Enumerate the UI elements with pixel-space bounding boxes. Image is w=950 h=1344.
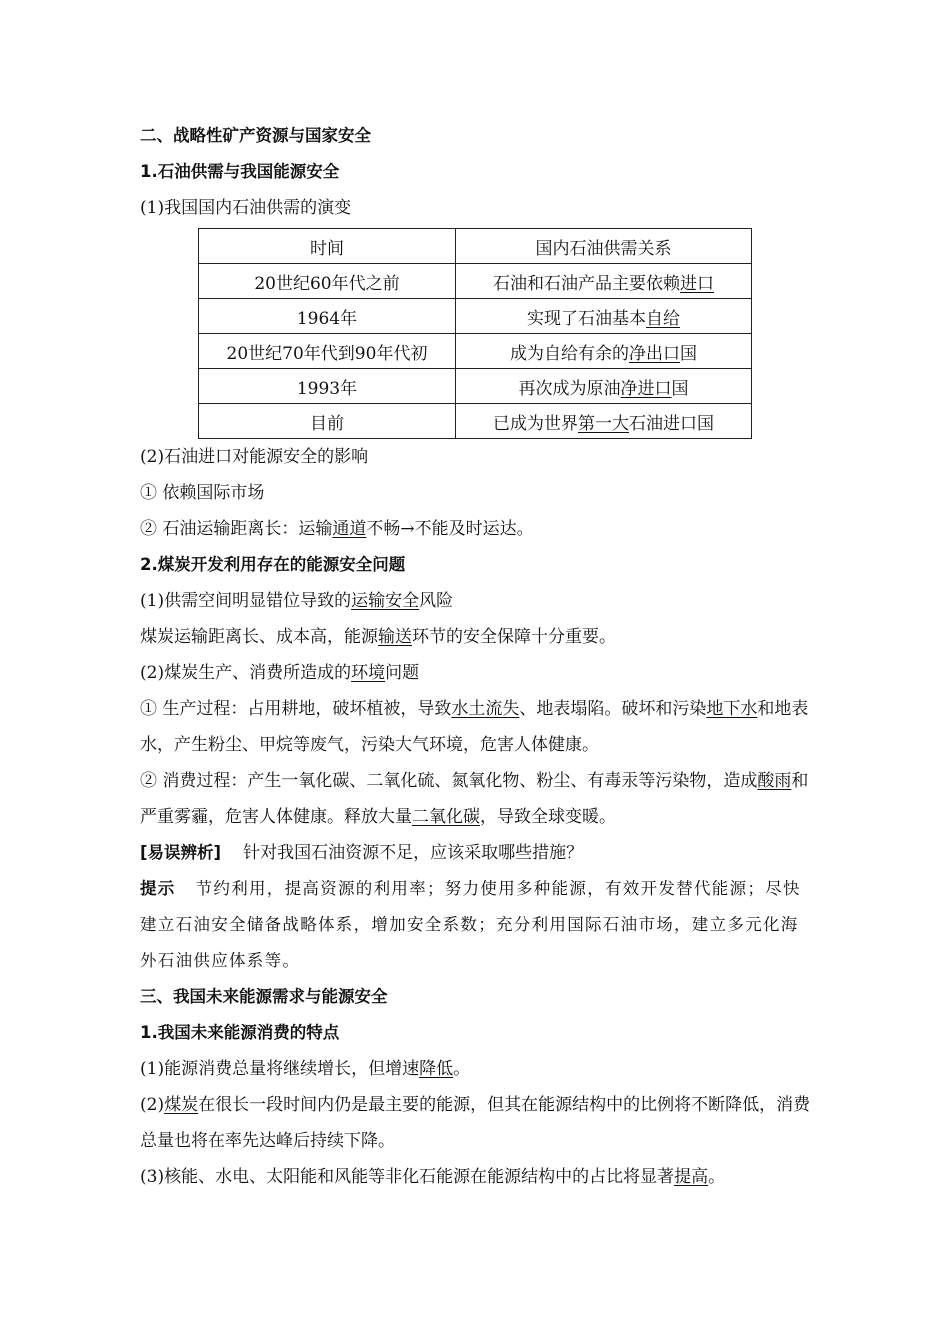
future-feature1 (140, 1051, 812, 1087)
table-row (199, 299, 752, 334)
table-cell-relation (456, 264, 752, 299)
text: 在很长一段时间内仍是最主要的能源，但其在能源结构中的比例将不断降低，消费总量也将在率先达峰后持续下降。 (140, 1095, 811, 1151)
text: 和地表水，产生粉尘、甲烷等废气，污染大气环境，危害人体健康。 (140, 699, 809, 755)
hint-text: 节约利用，提高资源的利用率；努力使用多种能源，有效开发替代能源；尽快建立石油安全储备战略体系，增加安全系数；充分利用国际石油市场，建立多元化海外石油供应体系等。 (140, 879, 801, 970)
section3-heading: 三、我国未来能源需求与能源安全 (140, 987, 388, 1006)
section2-subheading-oil: 1.石油供需与我国能源安全 (140, 162, 340, 181)
answer: 运输安全 (351, 591, 420, 611)
text: ① 生产过程：占用耕地，破坏植被，导致 (140, 699, 452, 719)
section2-subheading-coal: 2.煤炭开发利用存在的能源安全问题 (140, 555, 406, 574)
section3-subheading: 1.我国未来能源消费的特点 (140, 1023, 340, 1042)
section2-heading: 二、战略性矿产资源与国家安全 (140, 126, 371, 145)
hint-label: 提示 (140, 879, 176, 898)
text: (1)能源消费总量将继续增长，但增速 (140, 1059, 420, 1079)
oil-point1: ① 依赖国际市场 (140, 483, 265, 503)
table-cell-relation (456, 299, 752, 334)
text: ② 石油运输距离长：运输 (140, 519, 333, 539)
text: (1)供需空间明显错位导致的 (140, 591, 352, 611)
coal-item1 (140, 583, 812, 619)
text: 。 (453, 1059, 471, 1079)
document-page (140, 118, 812, 1195)
hint-paragraph (140, 871, 812, 979)
text: (2) (140, 1095, 165, 1115)
answer: 二氧化碳 (412, 807, 480, 827)
oil-point2 (140, 511, 812, 547)
answer: 酸雨 (757, 771, 792, 791)
coal-item2 (140, 655, 812, 691)
table-cell-relation (456, 369, 752, 404)
table-cell-time: 1964年 (199, 299, 456, 334)
cell-text-tail: 国 (680, 343, 697, 364)
oil-item2: (2)石油进口对能源安全的影响 (140, 447, 369, 467)
text: 、地表塌陷。破坏和污染 (519, 699, 707, 719)
text: 问题 (385, 663, 420, 683)
cell-text-tail: 国 (671, 378, 689, 399)
table-cell-relation (456, 334, 752, 369)
answer: 输送 (378, 627, 412, 647)
text: 风险 (419, 591, 454, 611)
coal-production-paragraph (140, 691, 812, 763)
text: 煤炭运输距离长、成本高，能源 (140, 627, 378, 647)
answer: 环境 (351, 663, 386, 683)
table-header-time: 时间 (199, 229, 456, 264)
text: 。 (708, 1167, 726, 1187)
table-row (199, 264, 752, 299)
mistake-question: 针对我国石油资源不足，应该采取哪些措施？ (243, 843, 584, 863)
cell-answer: 进口 (680, 273, 714, 294)
text: ，导致全球变暖。 (480, 807, 616, 827)
table-cell-time: 目前 (199, 404, 456, 439)
oil-item1: (1)我国国内石油供需的演变 (140, 198, 352, 218)
coal-consumption-paragraph (140, 763, 812, 835)
oil-supply-table (198, 228, 752, 439)
table-row (199, 369, 752, 404)
text: ② 消费过程：产生一氧化碳、二氧化硫、氮氧化物、粉尘、有毒汞等污染物，造成 (140, 771, 758, 791)
cell-text: 石油和石油产品主要依赖 (493, 273, 680, 294)
cell-answer: 净进口 (620, 378, 672, 399)
table-cell-time: 20世纪70年代到90年代初 (199, 334, 456, 369)
table-row (199, 334, 752, 369)
table-header-row (199, 229, 752, 264)
text: 和严重雾霾，危害人体健康。释放大量 (140, 771, 809, 827)
answer: 通道 (332, 519, 367, 539)
table-row (199, 404, 752, 439)
cell-text: 已成为世界 (493, 413, 578, 434)
future-feature2 (140, 1087, 812, 1159)
cell-text: 再次成为原油 (518, 378, 621, 399)
cell-answer: 净出口 (629, 343, 680, 364)
table-header-relation: 国内石油供需关系 (456, 229, 752, 264)
cell-answer: 自给 (646, 308, 680, 329)
cell-text-tail: 石油进口国 (629, 413, 714, 434)
cell-text: 成为自给有余的 (510, 343, 629, 364)
answer: 降低 (419, 1059, 454, 1079)
future-feature3 (140, 1159, 812, 1195)
table-cell-time: 20世纪60年代之前 (199, 264, 456, 299)
mistake-analysis (140, 835, 812, 871)
text: (2)煤炭生产、消费所造成的 (140, 663, 352, 683)
mistake-label: [易误辨析] (140, 843, 222, 862)
cell-text: 实现了石油基本 (527, 308, 646, 329)
answer: 提高 (674, 1167, 709, 1187)
answer: 地下水 (706, 699, 758, 719)
cell-answer: 第一大 (578, 413, 629, 434)
answer: 水土流失 (451, 699, 520, 719)
text: 不畅→不能及时运达。 (366, 519, 534, 539)
table-cell-relation (456, 404, 752, 439)
table-cell-time: 1993年 (199, 369, 456, 404)
coal-item1-desc (140, 619, 812, 655)
answer: 煤炭 (164, 1095, 199, 1115)
text: (3)核能、水电、太阳能和风能等非化石能源在能源结构中的占比将显著 (140, 1167, 675, 1187)
text: 环节的安全保障十分重要。 (412, 627, 616, 647)
